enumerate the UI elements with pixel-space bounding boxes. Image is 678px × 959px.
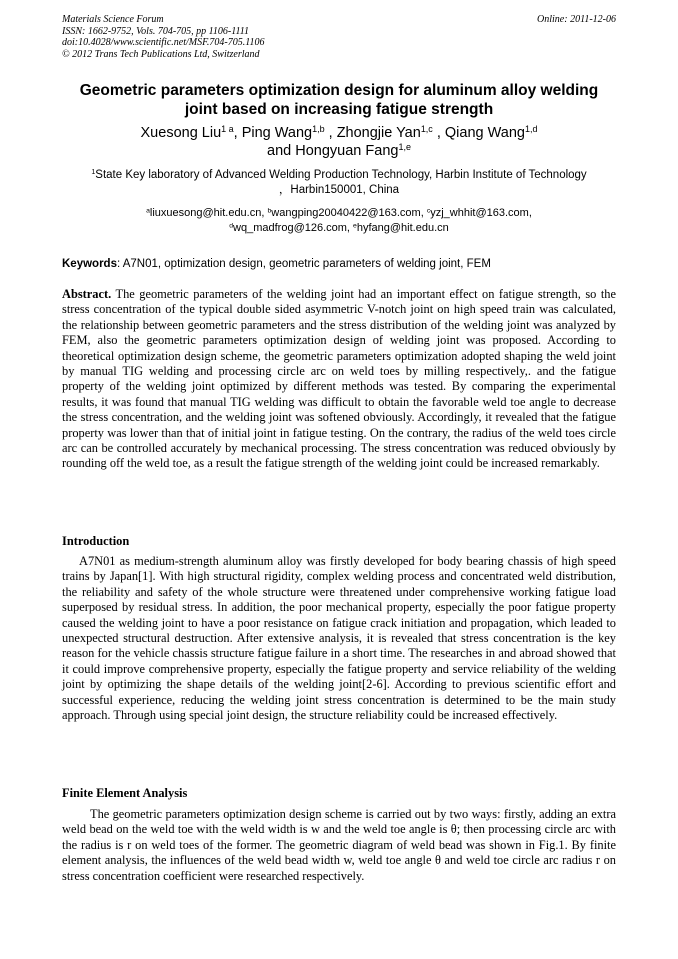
paper-title: Geometric parameters optimization design for aluminum alloy welding joint based on increasing fatigue strength <box>79 82 599 118</box>
doi-line[interactable]: doi:10.4028/www.scientific.net/MSF.704-705.1106 <box>62 37 265 48</box>
email-address[interactable]: hyfang@hit.edu.cn <box>356 221 449 234</box>
keywords-label: Keywords <box>62 258 117 270</box>
email-sup: a <box>146 207 150 215</box>
author-name: Zhongjie Yan <box>336 125 421 141</box>
author-sup: 1,c <box>420 124 433 135</box>
author-sup: 1 a <box>221 124 234 135</box>
affiliation-sup: 1 <box>91 168 96 177</box>
email-sup: b <box>267 207 272 215</box>
author-name: Qiang Wang <box>444 125 525 141</box>
email-address[interactable]: yzj_whhit@163.com <box>430 207 529 219</box>
email-sup: c <box>426 207 431 215</box>
email-sup: e <box>353 221 357 229</box>
journal-header <box>62 14 265 60</box>
abstract <box>62 287 616 472</box>
section-heading-finite-element-analysis: Finite Element Analysis <box>62 786 188 800</box>
author-name: and Hongyuan Fang <box>267 143 399 159</box>
email-sup: d <box>229 221 234 229</box>
introduction-paragraph: A7N01 as medium-strength aluminum alloy was firstly developed for body bearing chassis of high speed trains by Japan[1]. With high structural rigidity, complex welding process and concentrated weld distribution, the reliability and safety of the whole structure were threatened under comprehensive working fatigue load superposed by residual stress. In addition, the poor mechanical property, especially the poor fatigue property caused the welding joint to have a poor resistance on fatigue crack initiation and propagation, which leaded to unexpected structural destruction. After extensive analysis, it is revealed that stress concentration is the key reason for the vehicle chassis structure fatigue failure in a short time. The researches in and abroad showed that it could improve comprehensive property, especially the fatigue property and service reliability of the welding joint by optimizing the shape details of the welding joint[2-6]. According to previous scientific effort and successful experience, reducing the welding joint stress concentration is determined to be the main study approach. Through using special joint design, the structure reliability could be increased effectively. <box>62 554 616 723</box>
abstract-label: Abstract. <box>62 287 112 301</box>
keywords <box>62 257 616 272</box>
affiliation-line-1: State Key laboratory of Advanced Welding Production Technology, Harbin Institute of Technology <box>95 169 587 181</box>
author-sup: 1,e <box>398 142 411 153</box>
abstract-text: The geometric parameters of the welding joint had an important effect on fatigue strength, so the stress concentration of the typical double sided asymmetric V-notch joint on high speed train was calculated, the relationship between geometric parameters and the stress distribution of the welding joint was analyzed by FEM, also the geometric parameters optimization design of welding joint was proposed. According to theoretical optimization design scheme, the geometric parameters optimization adopted shaping the weld joint by manual TIG welding and processing circle arc on weld toes by milling respectively,. and the fatigue property of the welding joint optimized by different methods was tested. By comparing the experimental results, it was found that manual TIG welding was difficult to obtain the favorable weld toe angle to decrease the stress concentration, and the welding joint was softened obviously. Accordingly, it revealed that the fatigue property was lower than that of initial joint in fatigue testing. On the contrary, the radius of the weld toes circle arc can be controlled accurately by mechanical processing. The stress concentration was reduced obviously by rounding off the weld toe, as a result the fatigue strength of the welding joint could be increased remarkably. <box>62 287 616 471</box>
affiliation-line-2: ，Harbin150001, China <box>278 184 400 196</box>
author-name: Ping Wang <box>241 125 313 141</box>
online-date: Online: 2011-12-06 <box>537 14 616 25</box>
email-address[interactable]: liuxuesong@hit.edu.cn <box>149 207 262 219</box>
author-sup: 1,b <box>312 124 325 135</box>
author-sup: 1,d <box>524 124 538 135</box>
email-address[interactable]: wangping20040422@163.com <box>271 207 421 219</box>
affiliation <box>62 168 616 198</box>
email-list: $^a$liuxuesong@hit.edu.cn, $^b$wangping20040422@163.com, $^c$yzj_whhit@163.com, $^d$wq_madfrog@126.com, $^e$hyfang@hit.edu.cn <box>146 207 532 234</box>
finite-element-analysis-paragraph: The geometric parameters optimization design scheme is carried out by two ways: firstly, adding an extra weld bead on the weld toe with the weld width is w and the weld toe angle is θ; then processing circle arc with the radius is r on weld toes of the former. The geometric diagram of weld bead was shown in Fig.1. By finite element analysis, the influences of the weld bead width w, weld toe angle θ and weld toe circle arc radius r on stress concentration coefficient were researched respectively. <box>62 807 616 883</box>
author-list: Xuesong Liu$^{1 a}$, Ping Wang$^{1,b}$ , Zhongjie Yan$^{1,c}$ , Qiang Wang$^{1,d}$ and Hongyuan Fang$^{1,e}$ <box>140 124 538 159</box>
issn-line: ISSN: 1662-9752, Vols. 704-705, pp 1106-1111 <box>62 25 250 37</box>
author-name: Xuesong Liu <box>140 125 222 141</box>
section-heading-introduction: Introduction <box>62 534 130 548</box>
email-address[interactable]: wq_madfrog@126.com <box>233 221 347 234</box>
keywords-text: : A7N01, optimization design, geometric parameters of welding joint, FEM <box>116 258 491 270</box>
copyright-line: © 2012 Trans Tech Publications Ltd, Switzerland <box>62 48 260 60</box>
journal-name: Materials Science Forum <box>62 14 164 25</box>
